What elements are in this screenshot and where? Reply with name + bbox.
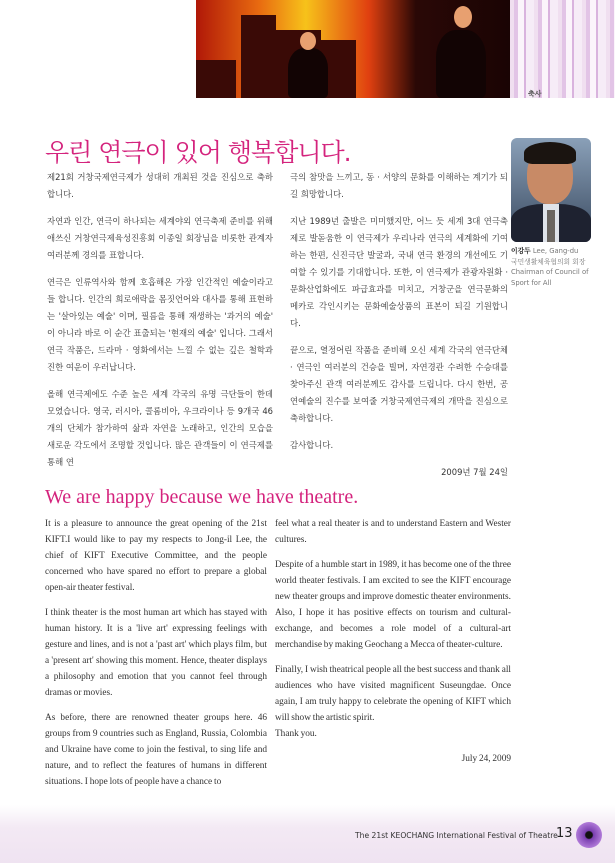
paragraph: 끝으로, 열정어린 작품을 준비해 오신 세계 각국의 연극단체 · 연극인 여러분의 건승을 빌며, 자연경관 수려한 수승대를 찾아주신 관객 여러분께도 감사를 드립니다. 다시 한번, 공연예술의 진수를 보여줄 거창국제연극제의 개막을 진심으로 축하합니다. [290,345,508,423]
paragraph: 연극은 인류역사와 함께 호흡해온 가장 인간적인 예술이라고들 합니다. 인간의 희로애락을 몸짓언어와 대사를 통해 표현하는 '살아있는 예술' 이며, 필름을 통해 재생하는 '과거의 예술' 이 아니라 바로 이 순간 표출되는 '현재의 예술' 입니다. 그래서 연극 작품은, 드라마 · 영화에서는 느낄 수 없는 깊은 철학과 진한 여운이 우러납니다. [47,277,273,372]
paragraph: As before, there are renowned theater groups here. 46 groups from 9 countries such as England, Russia, Colombia and Ukraine have come to join the festival, to sing life and nature, and to reflect the features of humans in different situations. I hope lots of people have a chance to [45,713,267,787]
decorative-stripes [510,0,615,98]
author-name-en: Lee, Gang-du [532,247,579,255]
korean-left-column [47,169,273,481]
paragraph: Thank you. [275,729,317,739]
paragraph: 자연과 인간, 연극이 하나되는 세계야외 연극축제 준비를 위해 애쓰신 거창연극제육성진흥회 이종일 회장님을 비롯한 관계자 여러분께 경의를 표합니다. [47,216,273,260]
paragraph: 지난 1989년 출발은 미미했지만, 어느 듯 세계 3대 연극축제로 발돋움한 이 연극제가 우리나라 연극의 세계화에 기여하는 한편, 신진극단 발굴과, 국내 연극 환경의 개선에도 기여할 수 있기를 기대합니다. 또한, 이 연극제가 관광자원화 · 문화산업화에도 파급효과를 미치고, 거창군을 연극문화의 메카로 각인시키는 문화예술상품의 표본이 되길 기원합니다. [290,216,508,328]
paragraph: Despite of a humble start in 1989, it has become one of the three world theater festivals. I am excited to see the KIFT encourage new theater groups and improve domestic theater environments. Also, I hope it has positive effects on tourism and cultural-exchange, and becomes a role model of a cultural-art merchandise by making Geochang a Mecca of theater-culture. [275,560,511,650]
english-date: July 24, 2009 [461,754,511,764]
author-title-en: Chairman of Council of Sport for All [511,268,589,287]
paragraph: 제21회 거창국제연극제가 성대히 개최된 것을 진심으로 축하합니다. [47,172,273,199]
author-portrait [511,138,591,242]
section-badge: 축사 [528,90,542,98]
english-headline: We are happy because we have theatre. [45,486,359,508]
author-name-ko: 이강두 [511,247,531,255]
paragraph: 올해 연극제에도 수준 높은 세계 각국의 유명 극단들이 한데 모였습니다. 영국, 러시아, 콜롬비아, 우크라이나 등 9개국 46개의 단체가 참가하여 삶과 자연을 노래하고, 인간의 모습을 새로운 각도에서 조명할 것입니다. 많은 관객들이 이 연극제를 통해 연 [47,389,273,467]
korean-date: 2009년 7월 24일 [441,467,508,477]
author-title-ko: 국민생활체육협의회 회장 [511,257,586,266]
english-left-column [45,516,267,799]
theatre-performance-photo [196,0,510,98]
paragraph: 극의 참맛을 느끼고, 동 · 서양의 문화를 이해하는 계기가 되길 희망합니다. [290,172,508,199]
page-number: 13 [556,826,573,841]
paragraph: feel what a real theater is and to understand Eastern and Wester cultures. [275,519,511,545]
flower-icon [576,822,602,848]
paragraph: Finally, I wish theatrical people all the best success and thank all audiences who have visited magnificent Suseungdae. Once again, I am truly happy to celebrate the opening of KIFT which will show the artistic spirit. [275,665,511,723]
korean-right-column [290,169,508,491]
author-caption [511,246,591,288]
korean-headline: 우린 연극이 있어 행복합니다. [45,138,351,167]
paragraph: I think theater is the most human art which has stayed with human history. It is a 'live art' expressing feelings with gesture and lines, and is not a 'past art' which plays film, but a 'present art' showing this moment. Hence, theater displays a philosophy and emotion that you cannot feel through dramas or movies. [45,608,267,698]
english-right-column [275,516,511,776]
paragraph: It is a pleasure to announce the great opening of the 21st KIFT.I would like to pay my respects to Jong-il Lee, the chief of KIFT Executive Committee, and the people concerned who have spared no effort to prepare a global open-air theater festival. [45,519,267,593]
paragraph: 감사합니다. [290,440,334,450]
publication-title: The 21st KEOCHANG International Festival of Theatre [355,831,558,840]
